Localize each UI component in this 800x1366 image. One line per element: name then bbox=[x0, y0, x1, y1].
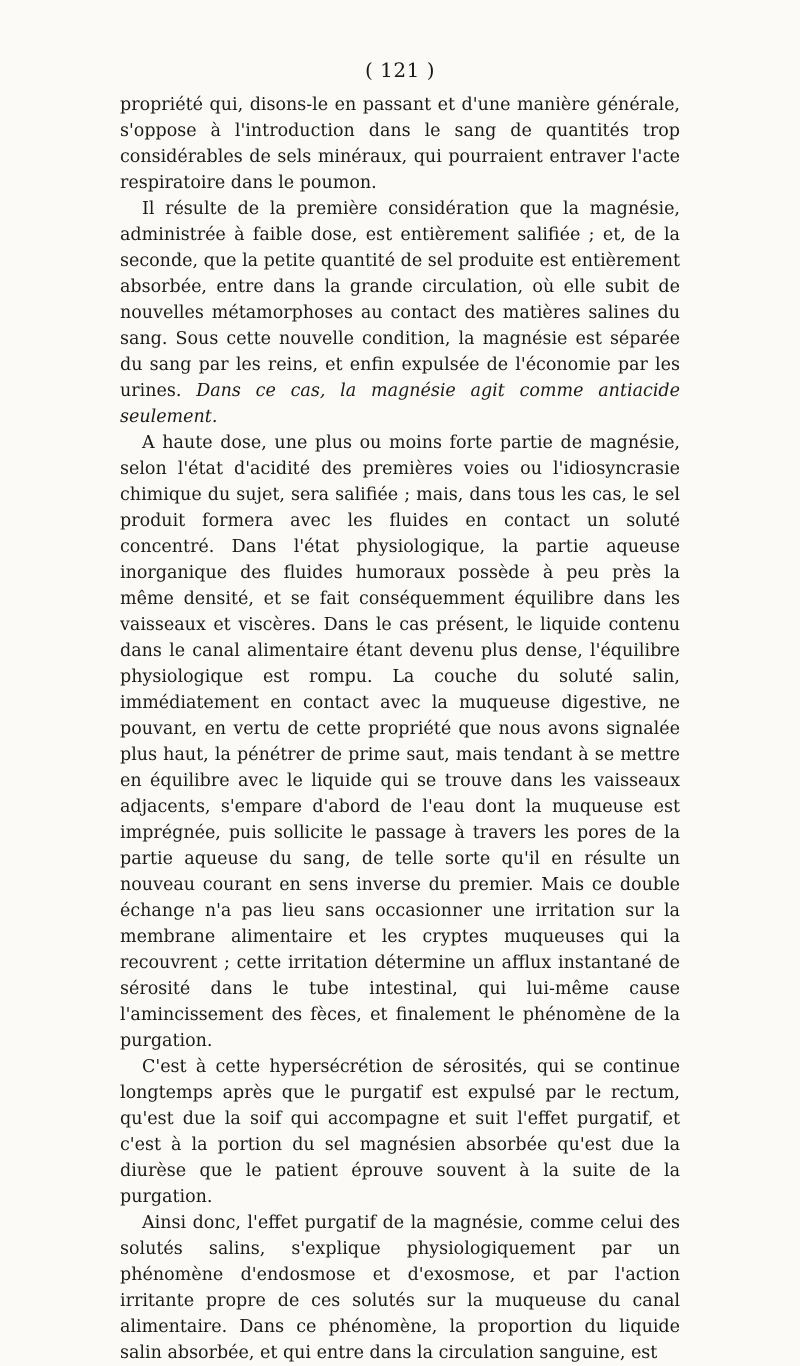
book-page bbox=[120, 56, 680, 1366]
paragraph-1: propriété qui, disons-le en passant et d'une manière générale, s'oppose à l'introduction dans le sang de quantités trop considérables de sels minéraux, qui pourraient entraver l'acte respiratoire dans le poumon. bbox=[120, 95, 680, 193]
paragraph-2-italic-conclusion: Dans ce cas, la magnésie agit comme antiacide seulement. bbox=[120, 381, 680, 427]
paragraph-3: A haute dose, une plus ou moins forte partie de magnésie, selon l'état d'acidité des premières voies ou l'idiosyncrasie chimique du sujet, sera salifiée ; mais, dans tous les cas, le sel produit formera avec les fluides en contact un soluté concentré. Dans l'état physiologique, la partie aqueuse inorganique des fluides humoraux possède à peu près la même densité, et se fait conséquemment équilibre dans les vaisseaux et viscères. Dans le cas présent, le liquide contenu dans le canal alimentaire étant devenu plus dense, l'équilibre physiologique est rompu. La couche du soluté salin, immédiatement en contact avec la muqueuse digestive, ne pouvant, en vertu de cette propriété que nous avons signalée plus haut, la pénétrer de prime saut, mais tendant à se mettre en équilibre avec le liquide qui se trouve dans les vaisseaux adjacents, s'empare d'abord de l'eau dont la muqueuse est imprégnée, puis sollicite le passage à travers les pores de la partie aqueuse du sang, de telle sorte qu'il en résulte un nouveau courant en sens inverse du premier. Mais ce double échange n'a pas lieu sans occasionner une irritation sur la membrane alimentaire et les cryptes muqueuses qui la recouvrent ; cette irritation détermine un afflux instantané de sérosité dans le tube intestinal, qui lui-même cause l'amincissement des fèces, et finalement le phénomène de la purgation. bbox=[120, 433, 680, 1051]
paragraph-2 bbox=[120, 196, 680, 430]
paragraph-4: C'est à cette hypersécrétion de sérosités, qui se continue longtemps après que le purgatif est expulsé par le rectum, qu'est due la soif qui accompagne et suit l'effet purgatif, et c'est à la portion du sel magnésien absorbée qu'est due la diurèse que le patient éprouve souvent à la suite de la purgation. bbox=[120, 1057, 680, 1207]
page-number: ( 121 ) bbox=[365, 58, 435, 82]
paragraph-5: Ainsi donc, l'effet purgatif de la magnésie, comme celui des solutés salins, s'explique physiologiquement par un phénomène d'endosmose et d'exosmose, et par l'action irritante propre de ces solutés sur la muqueuse du canal alimentaire. Dans ce phénomène, la proportion du liquide salin absorbée, et qui entre dans la circulation sanguine, est bbox=[120, 1213, 680, 1363]
paragraph-2-text: Il résulte de la première considération que la magnésie, administrée à faible dose, est entièrement salifiée ; et, de la seconde, que la petite quantité de sel produite est entièrement absorbée, entre dans la grande circulation, où elle subit de nouvelles métamorphoses au contact des matières salines du sang. Sous cette nouvelle condition, la magnésie est séparée du sang par les reins, et enfin expulsée de l'économie par les urines. bbox=[120, 199, 680, 401]
